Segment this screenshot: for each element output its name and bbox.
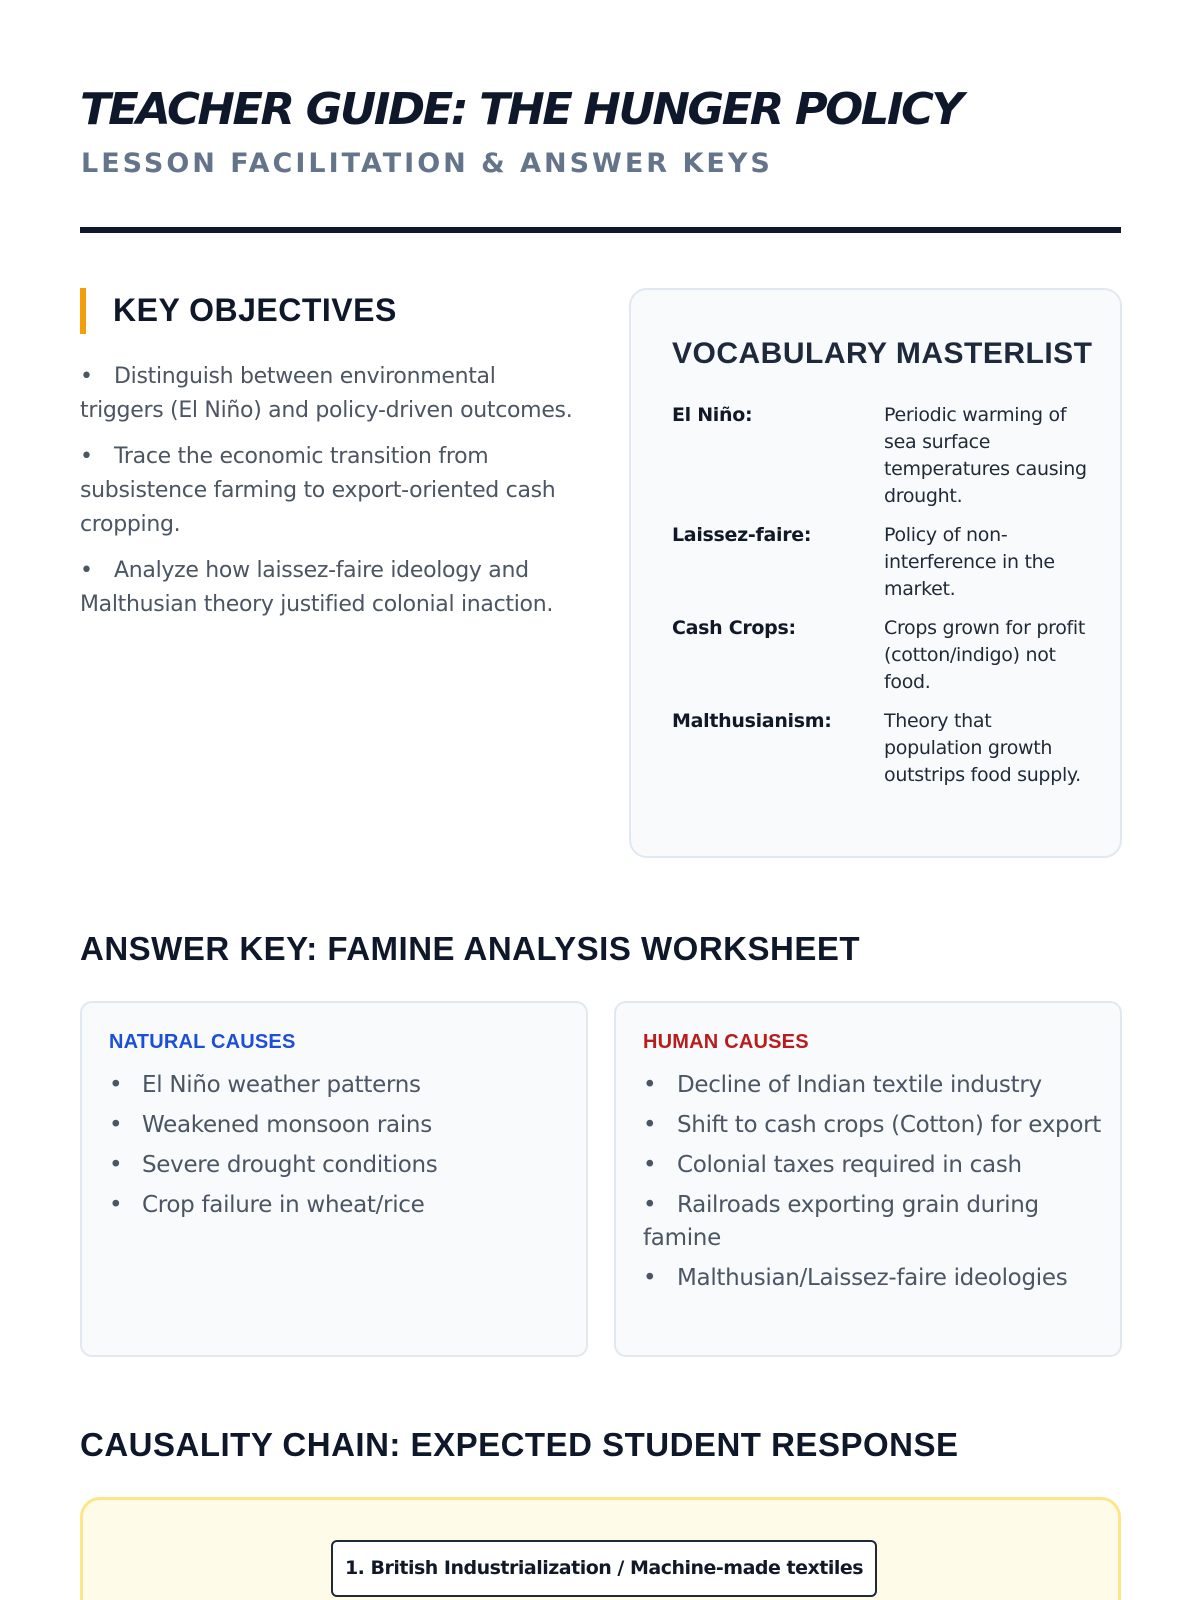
objectives-heading: KEY OBJECTIVES bbox=[113, 292, 397, 328]
bullet-icon: • bbox=[643, 1265, 657, 1291]
vocabulary-definition: Policy of non-interference in the market. bbox=[884, 524, 1055, 600]
list-item: • Shift to cash crops (Cotton) for export bbox=[643, 1109, 1103, 1142]
page-subtitle: LESSON FACILITATION & ANSWER KEYS bbox=[81, 148, 773, 179]
vocabulary-term: Malthusianism: bbox=[672, 710, 832, 732]
causality-step: 1. British Industrialization / Machine-made textiles bbox=[331, 1540, 877, 1597]
vocabulary-definition: Theory that population growth outstrips food supply. bbox=[884, 710, 1081, 786]
vocabulary-row bbox=[672, 615, 1102, 696]
vocabulary-row bbox=[672, 708, 1102, 789]
natural-causes-card bbox=[80, 1001, 588, 1357]
vocabulary-row bbox=[672, 402, 1102, 510]
natural-causes-list bbox=[109, 1069, 569, 1229]
human-causes-card bbox=[614, 1001, 1122, 1357]
bullet-icon: • bbox=[80, 444, 93, 469]
vocabulary-row bbox=[672, 522, 1102, 603]
bullet-icon: • bbox=[643, 1072, 657, 1098]
bullet-icon: • bbox=[643, 1112, 657, 1138]
bullet-icon: • bbox=[643, 1192, 657, 1218]
list-item: • Crop failure in wheat/rice bbox=[109, 1189, 569, 1222]
list-item: • Malthusian/Laissez-faire ideologies bbox=[643, 1262, 1103, 1295]
list-item: • El Niño weather patterns bbox=[109, 1069, 569, 1102]
bullet-icon: • bbox=[109, 1152, 123, 1178]
vocabulary-table bbox=[672, 402, 1102, 801]
bullet-icon: • bbox=[109, 1072, 123, 1098]
bullet-icon: • bbox=[80, 364, 93, 389]
header-divider bbox=[80, 227, 1121, 233]
list-item: • Analyze how laissez-faire ideology and Malthusian theory justified colonial inaction. bbox=[80, 554, 580, 622]
vocabulary-heading: VOCABULARY MASTERLIST bbox=[672, 337, 1093, 370]
vocabulary-term: El Niño: bbox=[672, 404, 753, 426]
bullet-icon: • bbox=[80, 558, 93, 583]
human-causes-list bbox=[643, 1069, 1103, 1302]
list-item: • Weakened monsoon rains bbox=[109, 1109, 569, 1142]
objectives-list bbox=[80, 360, 580, 634]
answer-key-heading: ANSWER KEY: FAMINE ANALYSIS WORKSHEET bbox=[80, 930, 860, 967]
vocabulary-definition: Periodic warming of sea surface temperatures causing drought. bbox=[884, 404, 1087, 507]
list-item: • Colonial taxes required in cash bbox=[643, 1149, 1103, 1182]
vocabulary-term: Cash Crops: bbox=[672, 617, 796, 639]
causality-heading: CAUSALITY CHAIN: EXPECTED STUDENT RESPONSE bbox=[80, 1426, 959, 1463]
objectives-accent-bar bbox=[80, 288, 86, 334]
natural-causes-title: NATURAL CAUSES bbox=[109, 1031, 296, 1053]
list-item: • Severe drought conditions bbox=[109, 1149, 569, 1182]
list-item: • Decline of Indian textile industry bbox=[643, 1069, 1103, 1102]
bullet-icon: • bbox=[109, 1112, 123, 1138]
list-item: • Trace the economic transition from subsistence farming to export-oriented cash cropping. bbox=[80, 440, 580, 542]
vocabulary-term: Laissez-faire: bbox=[672, 524, 812, 546]
causality-chain bbox=[80, 1497, 1121, 1600]
list-item: • Railroads exporting grain during famine bbox=[643, 1189, 1103, 1255]
bullet-icon: • bbox=[109, 1192, 123, 1218]
vocabulary-definition: Crops grown for profit (cotton/indigo) not food. bbox=[884, 617, 1086, 693]
human-causes-title: HUMAN CAUSES bbox=[643, 1031, 809, 1053]
bullet-icon: • bbox=[643, 1152, 657, 1178]
vocabulary-card bbox=[629, 288, 1122, 858]
page-title: TEACHER GUIDE: THE HUNGER POLICY bbox=[80, 84, 962, 135]
list-item: • Distinguish between environmental triggers (El Niño) and policy-driven outcomes. bbox=[80, 360, 580, 428]
